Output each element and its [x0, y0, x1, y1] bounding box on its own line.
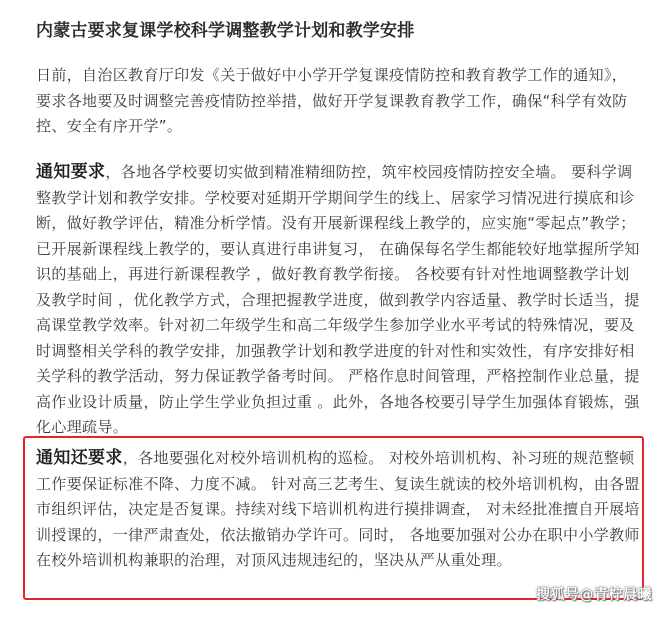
notice-requirements-paragraph [36, 160, 640, 441]
intro-paragraph: 日前，自治区教育厅印发《关于做好中小学开学复课疫情防控和教育教学工作的通知》，要求各地要及时调整完善疫情防控举措，做好开学复课教育教学工作，确保“科学有效防控、安全有序开学”。 [36, 66, 628, 135]
article-title: 内蒙古要求复课学校科学调整教学计划和教学安排 [36, 21, 415, 41]
notice-requirements-lead: 通知要求 [36, 162, 106, 182]
notice-requirements-text: ，各地各学校要切实做到精准精细防控，筑牢校园疫情防控安全墙。 要科学调整教学计划和教学安排。学校要对延期开学期间学生的线上、居家学习情况进行摸底和诊断，做好教学评估，精准分析学情。没有开展新课程线上教学的，应实施“零起点”教学；已开展新课程线上教学的，要认真进行串讲复习， 在确保每名学生都能较好地掌握所学知识的基础上，再进行新课程教学 ，做好教育教学衔接。 各校要有针对性地调整教学计划及教学时间 ，优化教学方式，合理把握教学进度，做到教学内容适量、教学时长适当，提高课堂教学效率。针对初二年级学生和高二年级学生参加学业水平考试的特殊情况，要及时调整相关学科的教学安排，加强教学计划和教学进度的针对性和实效性，有序安排好相关学科的教学活动，努力保证教学备考时间。 严格作息时间管理，严格控制作业总量，提高作业设计质量，防止学生学业负担过重 。此外，各地各校要引导学生加强体育锻炼，强化心理疏导。 [36, 163, 640, 436]
notice-also-requires-lead: 通知还要求 [36, 448, 123, 468]
highlight-box [23, 436, 644, 600]
watermark: 搜狐号@青柠晨曦 [536, 587, 652, 603]
notice-also-requires-text: ，各地要强化对校外培训机构的巡检。 对校外培训机构、补习班的规范整顿工作要保证标准不降、力度不减。 针对高三艺考生、复读生就读的校外培训机构，由各盟市组织评估，决定是否复课。持续对线下培训机构进行摸排调查， 对未经批准擅自开展培训授课的，一律严肃查处，依法撤销办学许可。同时， 各地要加强对公办在职中小学教师在校外培训机构兼职的治理，对顶风违规违纪的，坚决从严从重处理。 [36, 449, 640, 569]
